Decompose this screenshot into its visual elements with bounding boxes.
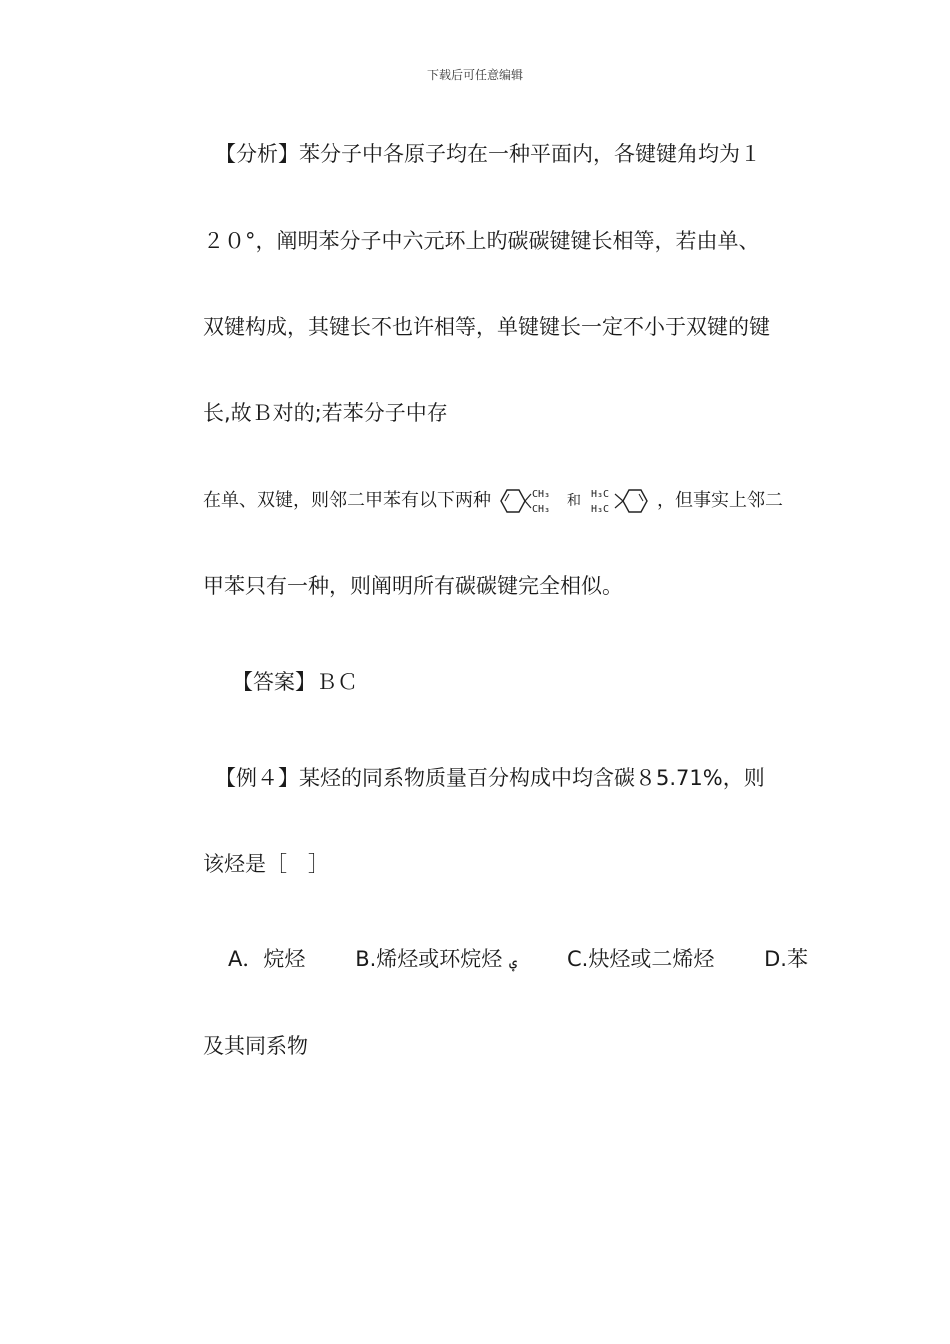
answer-line: 【答案】ＢＣ	[232, 670, 358, 694]
analysis-line-3: 双键构成，其键长不也许相等，单键键长一定不小于双键的键	[203, 315, 770, 339]
option-a: A．烷烃	[228, 947, 306, 971]
s1-label-bottom: CH₃	[532, 504, 551, 515]
example4-line-1: 【例４】某烃的同系物质量百分构成中均含碳８5.71%，则	[215, 766, 765, 790]
analysis-line-5	[203, 484, 783, 518]
analysis-line-4: 长,故Ｂ对的;若苯分子中存	[203, 401, 448, 425]
analysis-line-5-before: 在单、双键，则邻二甲苯有以下两种	[203, 490, 491, 511]
option-d: D.苯	[764, 947, 808, 971]
header-note: 下载后可任意编辑	[426, 68, 523, 82]
options-row	[228, 945, 808, 976]
option-b	[355, 945, 517, 976]
analysis-line-1: 【分析】苯分子中各原子均在一种平面内，各键键角均为１	[215, 142, 761, 166]
ortho-xylene-structure-1	[495, 484, 557, 518]
analysis-line-5-and: 和	[567, 493, 581, 509]
analysis-line-2: ２０°，阐明苯分子中六元环上旳碳碳键键长相等，若由单、	[203, 229, 760, 253]
example4-line-3: 及其同系物	[203, 1034, 308, 1058]
option-b-mark: ؠ	[508, 954, 518, 970]
option-c: C.炔烃或二烯烃	[566, 947, 715, 971]
analysis-line-5-after: ，但事实上邻二	[657, 490, 783, 511]
s2-label-bottom: H₃C	[591, 504, 610, 515]
option-b-text: B.烯烃或环烷烃	[355, 947, 503, 971]
example4-line-2: 该烃是［ ］	[203, 852, 329, 876]
ortho-xylene-structure-2	[591, 484, 653, 518]
s1-label-top: CH₃	[532, 489, 551, 500]
analysis-line-6: 甲苯只有一种，则阐明所有碳碳键完全相似。	[203, 574, 623, 598]
s2-label-top: H₃C	[591, 489, 610, 500]
